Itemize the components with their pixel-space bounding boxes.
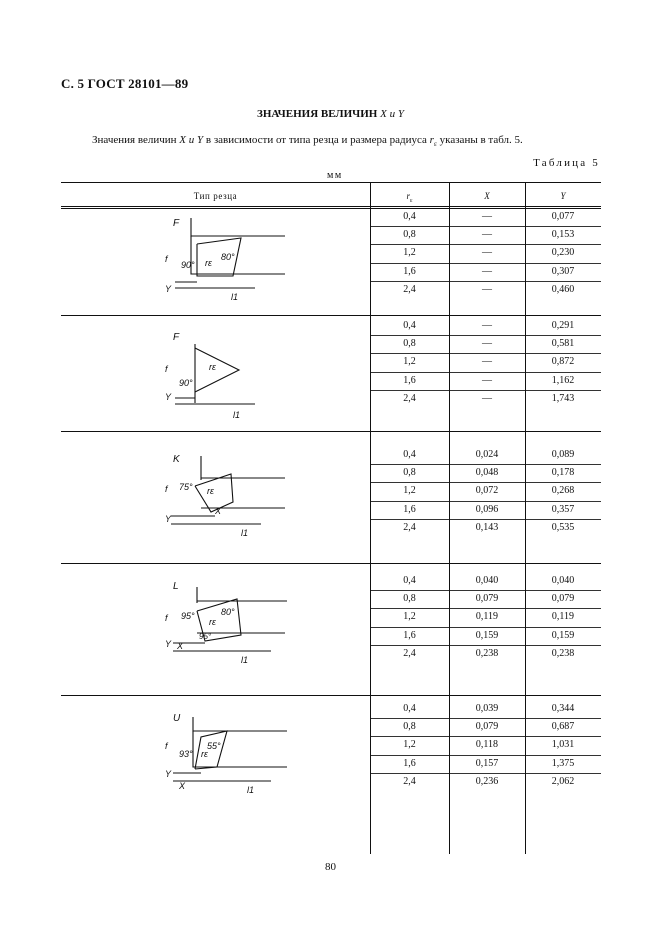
angle-label-b: 80° <box>221 607 235 617</box>
table-cell-x: — <box>482 374 492 386</box>
table-column-rule <box>449 182 450 854</box>
page-number: 80 <box>325 861 336 873</box>
table-cell-r: 0,8 <box>403 338 416 350</box>
length-label: l1 <box>241 655 249 665</box>
table-cell-x: 0,118 <box>475 739 499 751</box>
table-cell-r: 1,2 <box>403 247 416 259</box>
table-cell-r: 1,6 <box>403 629 416 641</box>
intro-after: указаны в табл. 5. <box>439 134 523 146</box>
table-header-rule <box>61 206 601 209</box>
table-cell-y: 0,268 <box>551 485 575 497</box>
workpiece-face <box>191 236 285 274</box>
table-cell-x: 0,048 <box>475 467 499 479</box>
table-cell-x: 0,119 <box>475 611 499 623</box>
angle-label-a: 95° <box>181 611 195 621</box>
row-divider <box>370 263 601 264</box>
length-label: l1 <box>247 785 255 795</box>
table-cell-r: 2,4 <box>403 521 416 533</box>
table-cell-r: 2,4 <box>403 647 416 659</box>
table-cell-y: 0,153 <box>551 229 575 241</box>
angle-label-b: 55° <box>207 741 221 751</box>
table-cell-x: 0,072 <box>475 485 499 497</box>
feed-label: f <box>165 613 168 623</box>
table-cell-x: — <box>482 356 492 368</box>
row-divider <box>370 464 601 465</box>
radius-label: rε <box>209 362 216 372</box>
table-cell-x: — <box>482 338 492 350</box>
table-cell-r: 1,2 <box>403 356 416 368</box>
angle-label-a: 75° <box>179 482 193 492</box>
table-cell-x: 0,236 <box>475 775 499 787</box>
section-title-vars: X и Y <box>380 108 404 120</box>
table-cell-x: — <box>482 392 492 404</box>
diagram-type-f-90-80-svg <box>161 214 301 309</box>
x-label: X <box>215 506 222 516</box>
table-cell-r: 0,4 <box>403 449 416 460</box>
table-cell-x: — <box>482 211 492 222</box>
row-divider <box>370 736 601 737</box>
row-divider <box>370 390 601 391</box>
table-cell-r: 0,4 <box>403 320 416 331</box>
table-column-rule <box>370 182 371 854</box>
length-label: l1 <box>241 528 249 538</box>
row-divider <box>370 627 601 628</box>
table-cell-y: 0,357 <box>551 503 575 515</box>
table-column-rule <box>525 182 526 854</box>
table-cell-y: 0,178 <box>551 467 575 479</box>
row-divider <box>370 645 601 646</box>
row-divider <box>370 244 601 245</box>
data-table <box>61 182 601 854</box>
row-divider <box>370 519 601 520</box>
x-label: X <box>177 641 184 651</box>
table-cell-r: 1,6 <box>403 757 416 769</box>
group-rule <box>61 315 601 316</box>
table-cell-r: 0,4 <box>403 703 416 714</box>
radius-label: rε <box>209 617 216 627</box>
table-cell-r: 1,2 <box>403 739 416 751</box>
diagram-type-f-triangle-90-svg <box>161 328 301 423</box>
table-cell-r: 2,4 <box>403 775 416 787</box>
diagram-type-f-90-80 <box>161 214 301 309</box>
table-cell-y: 0,079 <box>551 593 575 605</box>
table-cell-y: 0,040 <box>551 575 575 586</box>
row-divider <box>370 226 601 227</box>
row-divider <box>370 608 601 609</box>
intro-symbol: r <box>429 134 434 146</box>
radius-label: rε <box>205 258 212 268</box>
table-label: Таблица 5 <box>533 157 600 169</box>
col-header-type: Тип резца <box>193 191 238 201</box>
table-cell-r: 1,2 <box>403 485 416 497</box>
y-label: Y <box>165 392 172 402</box>
table-cell-x: — <box>482 283 492 295</box>
table-cell-x: — <box>482 320 492 331</box>
diagram-type-f-triangle-90 <box>161 328 301 423</box>
col-header-y-text: Y <box>560 191 566 201</box>
cutter-type-letter: L <box>173 581 179 592</box>
table-cell-y: 0,159 <box>551 629 575 641</box>
table-cell-y: 0,089 <box>551 449 575 460</box>
row-divider <box>370 335 601 336</box>
table-cell-x: 0,096 <box>475 503 499 515</box>
page-header: С. 5 ГОСТ 28101—89 <box>61 76 189 91</box>
section-title <box>0 108 661 120</box>
col-header-x-text: X <box>484 191 490 201</box>
table-cell-y: 2,062 <box>551 775 575 787</box>
table-cell-x: 0,040 <box>475 575 499 586</box>
table-cell-r: 1,6 <box>403 374 416 386</box>
table-cell-y: 0,535 <box>551 521 575 533</box>
row-divider <box>370 482 601 483</box>
cutter-type-letter: K <box>173 454 180 465</box>
y-label: Y <box>165 769 172 779</box>
table-cell-y: 0,307 <box>551 265 575 277</box>
y-label: Y <box>165 284 172 294</box>
cutter-type-letter: F <box>173 218 180 229</box>
row-divider <box>370 353 601 354</box>
table-top-rule <box>61 182 601 183</box>
radius-label: rε <box>201 749 208 759</box>
insert-triangle <box>195 348 239 392</box>
feed-label: f <box>165 741 168 751</box>
row-divider <box>370 372 601 373</box>
row-divider <box>370 501 601 502</box>
table-cell-y: 0,872 <box>551 356 575 368</box>
table-cell-x: 0,143 <box>475 521 499 533</box>
diagram-type-u-93-55 <box>161 709 301 804</box>
table-cell-y: 1,743 <box>551 392 575 404</box>
table-cell-r: 1,6 <box>403 265 416 277</box>
group-rule <box>61 695 601 696</box>
table-cell-r: 0,8 <box>403 593 416 605</box>
diagram-type-u-93-55-svg <box>161 709 301 804</box>
intro-paragraph <box>92 134 523 148</box>
feed-label: f <box>165 364 168 374</box>
table-cell-r: 2,4 <box>403 283 416 295</box>
workpiece-top <box>193 717 287 731</box>
table-cell-x: 0,024 <box>475 449 499 460</box>
row-divider <box>370 755 601 756</box>
table-cell-x: — <box>482 265 492 277</box>
table-cell-y: 1,031 <box>551 739 575 751</box>
angle-label-a: 93° <box>179 749 193 759</box>
table-cell-y: 1,375 <box>551 757 575 769</box>
intro-middle: в зависимости от типа резца и размера радиуса <box>205 134 427 146</box>
col-header-r <box>370 191 449 204</box>
table-cell-r: 0,8 <box>403 229 416 241</box>
row-divider <box>370 590 601 591</box>
table-unit: мм <box>327 170 343 181</box>
group-rule <box>61 431 601 432</box>
group-rule <box>61 563 601 564</box>
diagram-type-k-75 <box>161 450 301 545</box>
table-cell-r: 0,4 <box>403 211 416 222</box>
table-cell-y: 0,344 <box>551 703 575 714</box>
table-cell-y: 0,687 <box>551 721 575 733</box>
intro-vars: X и Y <box>179 134 204 146</box>
y-label: Y <box>165 514 172 524</box>
table-cell-r: 1,6 <box>403 503 416 515</box>
col-header-x <box>449 191 525 201</box>
table-cell-x: 0,079 <box>475 721 499 733</box>
cutter-type-letter: F <box>173 332 180 343</box>
angle-label-c: 95° <box>199 632 212 641</box>
table-cell-y: 0,291 <box>551 320 575 331</box>
feed-label: f <box>165 254 168 264</box>
diagram-type-k-75-svg <box>161 450 301 545</box>
table-cell-r: 0,4 <box>403 575 416 586</box>
table-cell-x: 0,157 <box>475 757 499 769</box>
table-cell-x: 0,039 <box>475 703 499 714</box>
intro-before: Значения величин <box>92 134 177 146</box>
intro-symbol-sub: ε <box>433 140 437 149</box>
diagram-type-l-95-80-svg <box>161 577 301 672</box>
row-divider <box>370 281 601 282</box>
radius-label: rε <box>207 486 214 496</box>
feed-label: f <box>165 484 168 494</box>
table-cell-x: — <box>482 229 492 241</box>
section-title-text: ЗНАЧЕНИЯ ВЕЛИЧИН <box>257 108 378 120</box>
angle-label-a: 90° <box>181 260 195 270</box>
workpiece-top <box>191 218 285 236</box>
table-cell-y: 0,230 <box>551 247 575 259</box>
cutter-type-letter: U <box>173 713 181 724</box>
table-cell-y: 0,238 <box>551 647 575 659</box>
table-cell-y: 0,460 <box>551 283 575 295</box>
table-cell-y: 0,077 <box>551 211 575 222</box>
angle-label-b: 80° <box>221 252 235 262</box>
table-cell-x: — <box>482 247 492 259</box>
table-cell-y: 0,119 <box>551 611 575 623</box>
table-cell-r: 2,4 <box>403 392 416 404</box>
table-cell-x: 0,159 <box>475 629 499 641</box>
length-label: l1 <box>231 292 239 302</box>
table-cell-r: 0,8 <box>403 467 416 479</box>
x-label: X <box>179 781 186 791</box>
col-header-y <box>525 191 601 201</box>
row-divider <box>370 718 601 719</box>
diagram-type-l-95-80 <box>161 577 301 672</box>
table-cell-r: 1,2 <box>403 611 416 623</box>
table-cell-x: 0,238 <box>475 647 499 659</box>
row-divider <box>370 773 601 774</box>
angle-label-a: 90° <box>179 378 193 388</box>
col-header-r-symbol: r <box>406 191 410 201</box>
length-label: l1 <box>233 410 241 420</box>
y-label: Y <box>165 639 172 649</box>
table-cell-y: 1,162 <box>551 374 575 386</box>
table-cell-y: 0,581 <box>551 338 575 350</box>
table-cell-r: 0,8 <box>403 721 416 733</box>
table-cell-x: 0,079 <box>475 593 499 605</box>
col-header-r-sub: ε <box>409 197 413 204</box>
